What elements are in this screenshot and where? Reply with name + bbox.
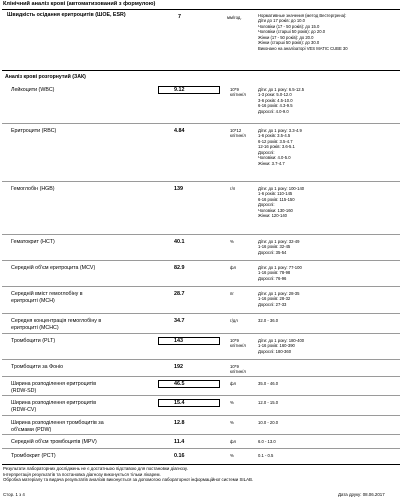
row-separator: [2, 415, 400, 416]
row-separator: [2, 286, 400, 287]
value-frame: [158, 380, 220, 388]
esr-value: 7: [178, 14, 181, 20]
test-unit: %: [230, 400, 234, 405]
row-separator: [2, 260, 400, 261]
test-unit: 10*9 клітин/л: [230, 364, 246, 375]
row-separator: [2, 395, 400, 396]
test-name: Тромбоцити за Фоніо: [11, 364, 64, 370]
test-name: Середня концентрація гемоглобіну в еритроциті (MCHC): [11, 318, 102, 331]
footer-notes: Результати лабораторних досліджень не є достатньою підставою для постановки діагнозу. Інтерпретація результатів та постановка діагнозу виконується тільки лікарем. Обробка матеріалу та видача результатів аналізів виконується за допомогою лабораторної інформаційної системи SILAB.: [3, 466, 254, 483]
test-name: Еритроцити (RBC): [11, 128, 57, 134]
test-name: Гемоглобін (HGB): [11, 186, 55, 192]
reference-range: Діти: до 1 року: 77-100 1-16 років: 78-98 Дорослі: 76-96: [258, 265, 302, 281]
test-unit: г/дл: [230, 318, 238, 323]
reference-range: 6.0 - 13.0: [258, 439, 276, 444]
test-value: 34.7: [174, 318, 185, 324]
row-separator: [2, 333, 400, 334]
test-value: 11.4: [174, 439, 185, 445]
row-separator: [2, 434, 400, 435]
test-value: 9.12: [174, 87, 185, 93]
test-name: Ширина розподілення еритроцитів (RDW-SD): [11, 381, 97, 394]
test-name: Середній об'єм тромбоцитів (MPV): [11, 439, 97, 445]
test-unit: фл: [230, 439, 236, 444]
reference-range: 0.1 - 0.5: [258, 453, 274, 458]
test-value: 46.5: [174, 381, 185, 387]
esr-name: Швидкість осідання еритроцитів (ШОЕ, ESR): [7, 12, 126, 18]
test-unit: пг: [230, 291, 234, 296]
reference-range: 32.0 - 36.0: [258, 318, 279, 323]
test-name: Тромбоцити (PLT): [11, 338, 56, 344]
footer-divider: [2, 464, 400, 465]
test-unit: %: [230, 239, 234, 244]
test-value: 12.8: [174, 420, 185, 426]
test-value: 40.1: [174, 239, 185, 245]
test-value: 0.16: [174, 453, 185, 459]
print-date: Дата друку: 08.06.2017: [338, 492, 385, 497]
test-name: Середній вміст гемоглобіну в еритроциті (MCH): [11, 291, 83, 304]
test-name: Тромбокрит (PCT): [11, 453, 56, 459]
value-frame: [158, 399, 220, 407]
test-value: 139: [174, 186, 183, 192]
test-name: Ширина розподілення еритроцитів (RDW-CV): [11, 400, 97, 413]
test-unit: 10*12 клітин/л: [230, 128, 246, 139]
reference-range: 10.0 - 20.0: [258, 420, 279, 425]
test-value: 4.84: [174, 128, 185, 134]
row-separator: [2, 181, 400, 182]
test-unit: г/л: [230, 186, 236, 191]
section-divider: [2, 70, 400, 71]
test-name: Гематокрит (HCT): [11, 239, 55, 245]
test-value: 15.4: [174, 400, 185, 406]
reference-range: Діти: до 1 року: 6.5-12.5 1-3 роки: 5.0-12.0 3-6 років: 4.5-10.0 6-16 років: 4.3-9.5 Дорослі: 4.0-9.0: [258, 87, 305, 114]
esr-unit: мм/год.: [227, 15, 242, 20]
test-unit: %: [230, 420, 234, 425]
row-separator: [2, 359, 400, 360]
header-divider: [2, 9, 400, 10]
test-name: Ширина розподілення тромбоцитів за об'ємами (PDW): [11, 420, 104, 433]
row-separator: [2, 313, 400, 314]
test-value: 82.9: [174, 265, 185, 271]
test-unit: фл: [230, 381, 236, 386]
test-name: Лейкоцити (WBC): [11, 87, 55, 93]
row-separator: [2, 123, 400, 124]
test-unit: фл: [230, 265, 236, 270]
section-title: Аналіз крові розгорнутий (ЗАК): [5, 74, 86, 80]
test-unit: 10*9 клітин/л: [230, 338, 246, 349]
page-number: Стор. 1 з 4: [3, 492, 25, 497]
reference-range: 12.0 - 15.0: [258, 400, 279, 405]
report-title: Клінічний аналіз крові (автоматизований з формулою): [3, 1, 156, 7]
reference-range: 35.0 - 46.0: [258, 381, 279, 386]
reference-range: Діти: до 1 року: 32-49 1-16 років: 32-45 Дорослі: 35-54: [258, 239, 300, 255]
value-frame: [158, 337, 220, 345]
reference-range: Діти: до 1 року: 3.3-4.9 1-6 років: 3.5-4.5 6-12 років: 3.5-4.7 12-16 років: 3.6-5.1 Дорослі: Чоловіки: 4.0-5.0 Жінки: 3.7-4.7: [258, 128, 302, 166]
test-unit: 10*9 клітин/л: [230, 87, 246, 98]
reference-range: Діти: до 1 року: 28-35 1-16 років: 28-32 Дорослі: 27-33: [258, 291, 300, 307]
test-name: Середній об'єм еритроцита (MCV): [11, 265, 96, 271]
test-value: 192: [174, 364, 183, 370]
reference-range: Діти: до 1 року: 180-400 1-16 років: 160-390 Дорослі: 180-360: [258, 338, 305, 354]
row-separator: [2, 448, 400, 449]
value-frame: [158, 86, 220, 94]
test-value: 143: [174, 338, 183, 344]
row-separator: [2, 376, 400, 377]
test-unit: %: [230, 453, 234, 458]
esr-reference: Нормативные значения (метод Вестергрена): Діти до 17 років: до 10.0 Чоловіки (17 - 50 років): до 15.0 Чоловіки (старші 50 років): до 20.0 Жінки (17 - 50 років): до 20.0 Жінки (старші 50 років): до 30.0 Виконано на аналізаторі VES MATIC CUBE 30: [258, 13, 348, 51]
row-separator: [2, 234, 400, 235]
test-value: 28.7: [174, 291, 185, 297]
reference-range: Діти: до 1 року: 100-140 1-6 років: 110-145 6-16 років: 115-150 Дорослі: Чоловіки: 130-160 Жінки: 120-140: [258, 186, 305, 219]
